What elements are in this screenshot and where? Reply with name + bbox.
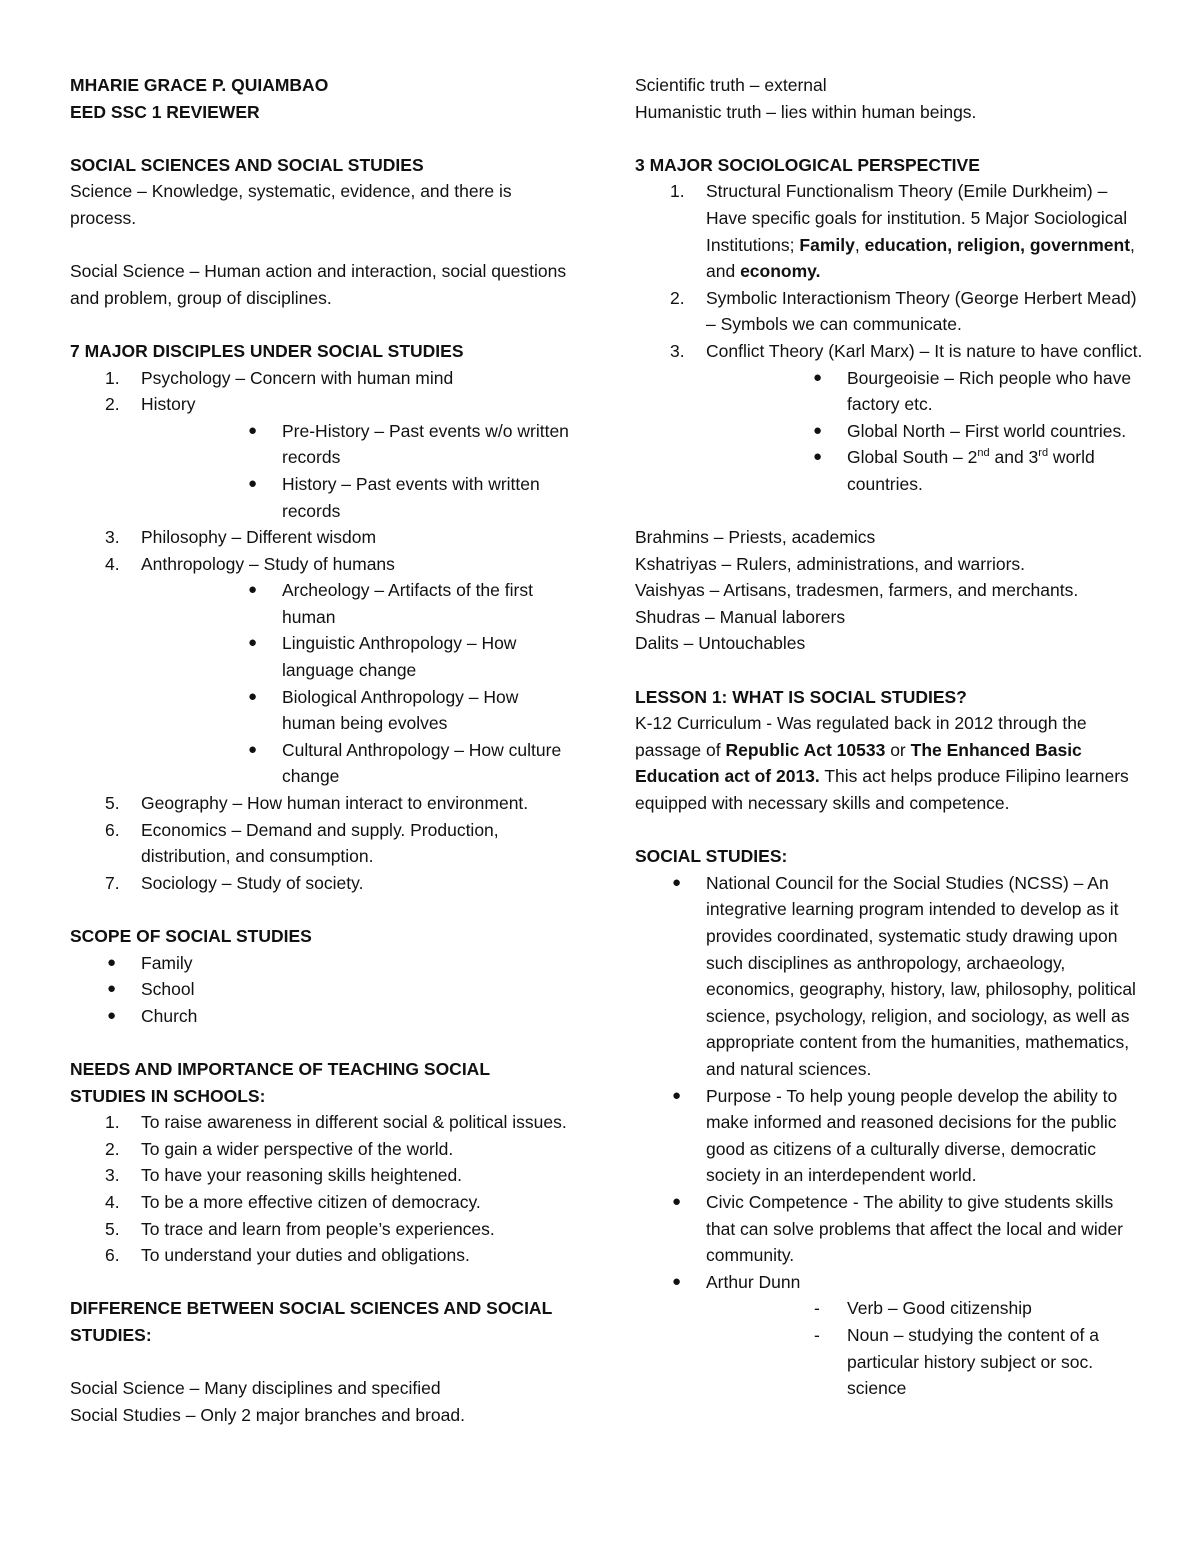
bullet-icon: ● [248, 421, 258, 439]
caste-dalits: Dalits – Untouchables [635, 633, 806, 654]
author-name: MHARIE GRACE P. QUIAMBAO [70, 75, 329, 95]
difference-social-science: Social Science – Many disciplines and specified [70, 1378, 441, 1399]
bullet-icon: ● [248, 581, 258, 599]
list-item: ● National Council for the Social Studies (NCSS) – An integrative learning program intended to develop as it provides coordinated, systematic study drawing upon such disciplines as anthropology, archaeology, economics, geography, history, law, philosophy, political science, psychology, religion, and sociology, as well as appropriate content from the humanities, mathematics, and natural sciences. [635, 870, 1145, 1083]
list-item: 4. To be a more effective citizen of democracy. [105, 1191, 481, 1212]
section-heading-needs: NEEDS AND IMPORTANCE OF TEACHING SOCIAL STUDIES IN SCHOOLS: [70, 1058, 490, 1106]
list-item: ● Church [70, 1003, 570, 1030]
bullet-icon: ● [672, 1086, 682, 1104]
caste-vaishyas: Vaishyas – Artisans, tradesmen, farmers, and merchants. [635, 580, 1079, 601]
section-heading-ss: SOCIAL SCIENCES AND SOCIAL STUDIES [70, 154, 424, 175]
bullet-icon: ● [248, 740, 258, 758]
list-item: 6. To understand your duties and obligations. [105, 1245, 470, 1266]
list-item: 2. Symbolic Interactionism Theory (George Herbert Mead) – Symbols we can communicate. [670, 287, 1137, 335]
list-item: 1. To raise awareness in different social & political issues. [105, 1112, 567, 1133]
bullet-icon: ● [672, 873, 682, 891]
list-item: - Noun – studying the content of a particular history subject or soc. science [706, 1322, 1145, 1402]
k12-paragraph: K-12 Curriculum - Was regulated back in 2012 through the passage of Republic Act 10533 or The Enhanced Basic Education act of 2013. This act helps produce Filipino learners equipped with necessary skills and competence. [635, 713, 1129, 814]
dunn-sub-list [706, 1295, 1145, 1401]
bullet-icon: ● [248, 634, 258, 652]
sub-list [141, 418, 570, 524]
list-item: 1. Structural Functionalism Theory (Emile Durkheim) – Have specific goals for institution. 5 Major Sociological Institutions; Family, education, religion, government, and economy. [670, 181, 1135, 282]
bullet-icon: ● [107, 1006, 117, 1024]
bullet-icon: ● [672, 1272, 682, 1290]
section-heading-perspective: 3 MAJOR SOCIOLOGICAL PERSPECTIVE [635, 154, 980, 175]
list-item: ● Pre-History – Past events w/o written records [141, 418, 570, 471]
sub-list [141, 577, 570, 790]
list-item: 5. To trace and learn from people’s experiences. [105, 1218, 495, 1239]
dash-icon: - [814, 1298, 820, 1319]
course-title: EED SSC 1 REVIEWER [70, 101, 260, 122]
list-item: 5. Geography – How human interact to environment. [105, 793, 529, 814]
list-item: 7. Sociology – Study of society. [105, 872, 364, 893]
list-item: 1. Psychology – Concern with human mind [105, 367, 454, 388]
list-item: 2. History ● Pre-History – Past events w/o written records ● History – Past events with written records [70, 391, 570, 524]
list-item: 3. To have your reasoning skills heightened. [105, 1165, 463, 1186]
sub-list [706, 365, 1145, 498]
list-item: 3. Conflict Theory (Karl Marx) – It is nature to have conflict. ● Bourgeoisie – Rich people who have factory etc. ● Global North – First world countries. ● Global South – 2nd and 3rd world countries. [635, 338, 1145, 498]
list-item: ● Biological Anthropology – How human being evolves [141, 684, 570, 737]
caste-kshatriyas: Kshatriyas – Rulers, administrations, and warriors. [635, 553, 1026, 574]
section-heading-difference: DIFFERENCE BETWEEN SOCIAL SCIENCES AND SOCIAL STUDIES: [70, 1298, 552, 1345]
bullet-icon: ● [813, 448, 823, 466]
right-column [635, 72, 1145, 1402]
social-science-definition: Social Science – Human action and interaction, social questions and problem, group of disciplines. [70, 261, 567, 308]
list-item: ● Linguistic Anthropology – How language change [141, 630, 570, 683]
list-item: ● Civic Competence - The ability to give students skills that can solve problems that affect the local and wider community. [635, 1189, 1145, 1269]
humanistic-truth: Humanistic truth – lies within human beings. [635, 101, 977, 122]
difference-social-studies: Social Studies – Only 2 major branches and broad. [70, 1404, 465, 1425]
bullet-icon: ● [813, 421, 823, 439]
bullet-icon: ● [107, 980, 117, 998]
bullet-icon: ● [672, 1192, 682, 1210]
list-item: 6. Economics – Demand and supply. Production, distribution, and consumption. [105, 819, 499, 867]
list-item: ● Arthur Dunn - Verb – Good citizenship - Noun – studying the content of a particular history subject or soc. science [635, 1269, 1145, 1402]
section-heading-scope: SCOPE OF SOCIAL STUDIES [70, 926, 312, 946]
disciplines-list [70, 365, 570, 897]
section-heading-social-studies: SOCIAL STUDIES: [635, 846, 788, 867]
list-item: ● Bourgeoisie – Rich people who have factory etc. [706, 365, 1145, 418]
list-item: ● School [70, 976, 570, 1003]
list-item: ● Global South – 2nd and 3rd world countries. [706, 444, 1145, 497]
scientific-truth: Scientific truth – external [635, 75, 827, 95]
list-item: ● History – Past events with written records [141, 471, 570, 524]
caste-brahmins: Brahmins – Priests, academics [635, 527, 876, 548]
bullet-icon: ● [813, 368, 823, 386]
list-item: ● Archeology – Artifacts of the first human [141, 577, 570, 630]
section-heading-disciplines: 7 MAJOR DISCIPLES UNDER SOCIAL STUDIES [70, 340, 464, 361]
perspective-list [635, 178, 1145, 497]
needs-list [70, 1109, 570, 1269]
list-item: - Verb – Good citizenship [706, 1295, 1145, 1322]
bullet-icon: ● [248, 687, 258, 705]
bullet-icon: ● [248, 474, 258, 492]
dash-icon: - [814, 1324, 820, 1345]
list-item: 3. Philosophy – Different wisdom [105, 527, 377, 548]
list-item: 4. Anthropology – Study of humans ● Archeology – Artifacts of the first human ● Linguistic Anthropology – How language change ● Biological Anthropology – How human being evolves ● Cultural Anthropology – How culture change [70, 551, 570, 790]
scope-list [70, 950, 570, 1030]
list-item: ● Cultural Anthropology – How culture change [141, 737, 570, 790]
section-heading-lesson: LESSON 1: WHAT IS SOCIAL STUDIES? [635, 686, 967, 707]
list-item: ● Purpose - To help young people develop the ability to make informed and reasoned decisions for the public good as citizens of a culturally diverse, democratic society in an interdependent world. [635, 1083, 1145, 1189]
bullet-icon: ● [107, 953, 117, 971]
social-studies-list [635, 870, 1145, 1402]
caste-shudras: Shudras – Manual laborers [635, 606, 846, 627]
list-item: ● Global North – First world countries. [706, 418, 1145, 445]
list-item: ● Family [70, 950, 570, 977]
science-definition: Science – Knowledge, systematic, evidence, and there is process. [70, 181, 512, 228]
left-column [70, 72, 570, 1428]
list-item: 2. To gain a wider perspective of the world. [105, 1138, 454, 1159]
